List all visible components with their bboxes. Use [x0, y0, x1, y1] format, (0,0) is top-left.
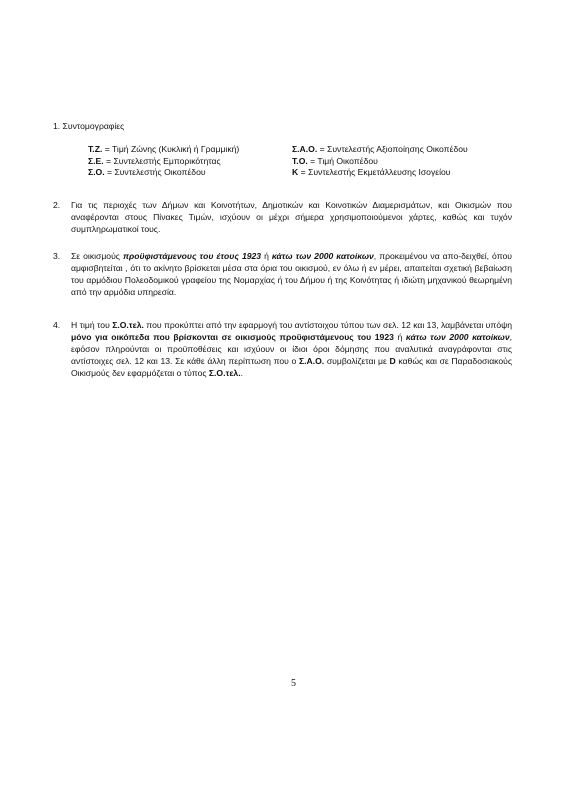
paragraph-text: συμβολίζεται με	[324, 356, 390, 367]
paragraph-text: Σε οικισμούς	[71, 251, 123, 261]
paragraph-3	[53, 250, 512, 298]
abbreviation-definition: = Τιμή Ζώνης (Κυκλική ή Γραμμική)	[102, 144, 240, 154]
paragraph-text: Για τις περιοχές των Δήμων και Κοινοτήτων, Δημοτικών και Κοινοτικών Διαμερισμάτων, και Οικισμών που αναφέρονται στους Πίνακες Τιμών, ισχύουν οι μέχρι σήμερα χρησιμοποιούμενοι χάρτες, καθώς και τυχόν συμπληρωματικοί τους.	[71, 200, 512, 235]
abbreviation-item	[88, 156, 239, 168]
emphasis-text: Σ.Α.Ο.	[298, 356, 325, 367]
abbreviation-definition: = Συντελεστής Αξιοποίησης Οικοπέδου	[317, 144, 468, 154]
emphasis-text: προϋφιστάμενους του έτους 1923	[122, 251, 262, 261]
abbreviation-item	[292, 167, 468, 179]
emphasis-text: κάτω των 2000 κατοίκων	[271, 251, 374, 261]
abbreviation-item	[292, 144, 468, 156]
section-heading-abbreviations: 1. Συντομογραφίες	[53, 121, 125, 131]
abbreviation-term: Σ.Α.Ο.	[292, 144, 318, 154]
abbreviation-term: Τ.Ο.	[292, 155, 308, 166]
paragraph-text: , εφόσον πληρούνται οι προϋποθέσεις και ισχύουν οι ίδιοι όροι δόμησης που αναλυτικά αναγράφονται στις αντίστοιχες σελ. 12 και 13. Σε κάθε άλλη περίπτωση που ο	[71, 332, 513, 367]
page-number: 5	[291, 678, 296, 689]
abbreviations-left-column	[88, 144, 239, 179]
abbreviation-definition: = Συντελεστής Οικοπέδου	[104, 167, 206, 177]
paragraph-number: 2.	[53, 200, 61, 210]
emphasis-text: Σ.Ο.τελ.	[208, 368, 241, 379]
paragraph-text: .	[240, 368, 243, 379]
abbreviation-term: Σ.Ε.	[88, 155, 104, 166]
abbreviation-definition: = Συντελεστής Εκμετάλλευσης Ισογείου	[298, 167, 451, 177]
emphasis-text: Σ.Ο.τελ.	[112, 320, 144, 330]
paragraph-4	[53, 319, 513, 379]
abbreviation-item	[88, 144, 239, 156]
abbreviation-item	[292, 156, 468, 168]
paragraph-text: , προκειμένου να απο-δειχθεί, όπου αμφισβητείται , ότι το ακίνητο βρίσκεται μέσα στα όρια του οικισμού, εν όλω ή εν μέρει, απαιτείται σχετική βεβαίωση του αρμόδιου Πολεοδομικού γραφείου της Νομαρχίας ή του Δήμου ή της Κοινότητας ή ιδιώτη μηχανικού θεωρημένη από την αρμόδια υπηρεσία.	[71, 251, 512, 298]
abbreviation-definition: = Τιμή Οικοπέδου	[307, 155, 378, 166]
paragraph-text: που προκύπτει από την εφαρμογή του αντίστοιχου τύπου των σελ. 12 και 13, λαμβάνεται υπόψη	[143, 320, 512, 330]
abbreviation-item	[88, 167, 239, 179]
paragraph-2	[53, 199, 512, 235]
paragraph-text: ή	[261, 251, 272, 261]
emphasis-text: D	[389, 356, 396, 367]
abbreviation-term: Σ.Ο.	[88, 167, 105, 177]
paragraph-text: ή	[393, 332, 406, 343]
abbreviations-right-column	[292, 144, 468, 179]
paragraph-number: 3.	[53, 251, 61, 261]
abbreviation-term: Κ	[292, 167, 299, 177]
emphasis-text: κάτω των 2000 κατοίκων	[405, 332, 510, 343]
paragraph-text: καθώς και σε Παραδοσιακούς Οικισμούς δεν εφαρμόζεται ο τύπος	[71, 356, 512, 379]
abbreviation-term: Τ.Ζ.	[88, 144, 103, 154]
emphasis-text: μόνο για οικόπεδα που βρίσκονται σε οικισμούς προϋφιστάμενους του 1923	[71, 332, 394, 343]
paragraph-text: Η τιμή του	[71, 320, 113, 330]
paragraph-number: 4.	[53, 320, 61, 330]
abbreviation-definition: = Συντελεστής Εμπορικότητας	[103, 155, 221, 166]
